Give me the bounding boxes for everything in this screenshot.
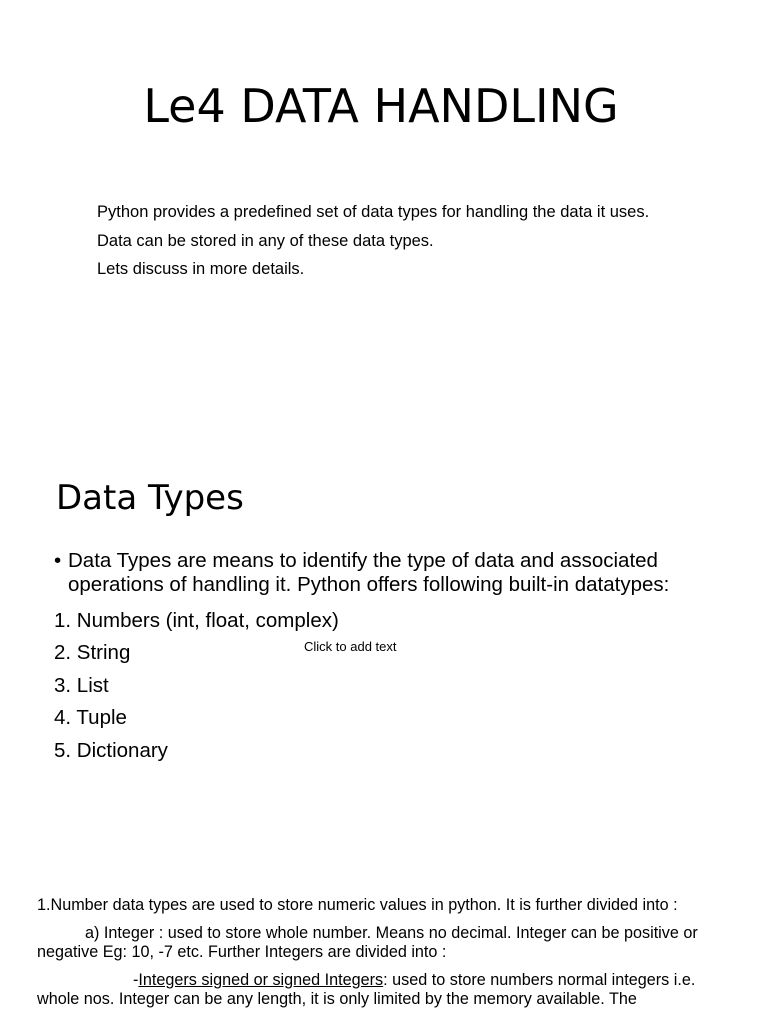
list-item: 3. List [54, 673, 109, 697]
datatype-list [54, 605, 339, 767]
intro-line: Python provides a predefined set of data types for handling the data it uses. [97, 203, 650, 221]
add-text-placeholder[interactable]: Click to add text [304, 639, 397, 654]
underlined-term: Integers signed or signed Integers [138, 970, 384, 989]
list-item: 2. String [54, 641, 131, 665]
intro-block [97, 198, 649, 284]
list-item: 4. Tuple [54, 706, 127, 730]
bullet-icon: • [54, 549, 62, 572]
intro-line: Data can be stored in any of these data types. [97, 231, 434, 250]
bullet-item [54, 549, 734, 597]
list-item: 1. Numbers (int, float, complex) [54, 609, 339, 632]
section-heading: Data Types [56, 478, 244, 518]
paragraph [37, 971, 721, 1010]
numbers-section [37, 896, 721, 1018]
bullet-text: Data Types are means to identify the type of data and associated operations of handling it. Python offers following built-in datatypes: [68, 549, 670, 596]
paragraph: 1.Number data types are used to store numeric values in python. It is further divided into : [37, 896, 678, 914]
paragraph: a) Integer : used to store whole number. Means no decimal. Integer can be positive or negative Eg: 10, -7 etc. Further Integers are divided into : [37, 923, 698, 961]
page-title: Le4 DATA HANDLING [143, 79, 619, 133]
paragraph-rest: : used to store numbers normal integers i.e. whole nos. Integer can be any length, it is only limited by the memory available. The [37, 970, 696, 1008]
list-item: 5. Dictionary [54, 738, 168, 762]
dash-prefix: - [133, 970, 139, 989]
intro-line: Lets discuss in more details. [97, 260, 305, 278]
